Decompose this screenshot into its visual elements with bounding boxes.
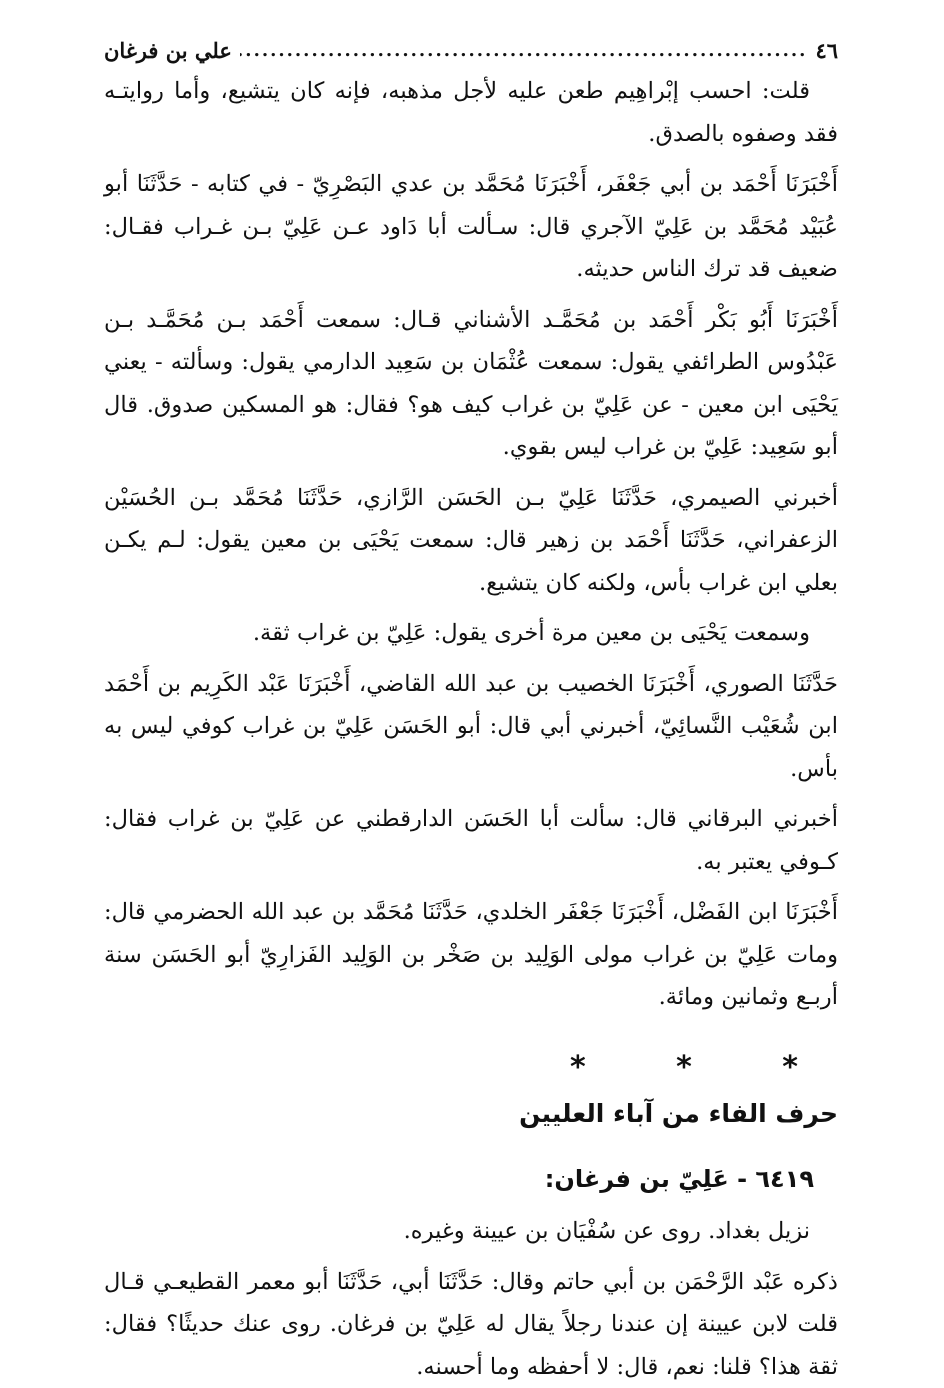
entry-heading: ٦٤١٩ - عَلِيّ بن فرغان: [104, 1158, 814, 1201]
header-leader-dots [240, 40, 808, 61]
paragraph: أَخْبَرَنَا أَحْمَد بن أبي جَعْفَر، أَخْبَرَنَا مُحَمَّد بن عدي البَصْرِيّ - في كتابه - حَدَّثَنَا أبو عُبَيْد مُحَمَّد بن عَلِيّ الآجري قال: سـألت أبا دَاود عـن عَلِيّ بـن غـراب فقـال: ضعيف قد ترك الناس حديثه. [104, 163, 838, 291]
page-number: ٤٦ [815, 38, 838, 63]
paragraph: أخبرني الصيمري، حَدَّثَنَا عَلِيّ بـن الحَسَن الرَّازي، حَدَّثَنَا مُحَمَّد بـن الحُسَيْن الزعفراني، حَدَّثَنَا أَحْمَد بن زهير قال: سمعت يَحْيَى بن معين يقول: لـم يكـن بعلي ابن غراب بأس، ولكنه كان يتشيع. [104, 477, 838, 605]
paragraph: أَخْبَرَنَا أَبُو بَكْر أَحْمَد بن مُحَمَّـد الأشناني قـال: سمعت أَحْمَد بـن مُحَمَّـد بـن عَبْدُوس الطرائفي يقول: سمعت عُثْمَان بن سَعِيد الدارمي يقول: وسألته - يعني يَحْيَى ابن معين - عن عَلِيّ بن غراب كيف هو؟ فقال: هو المسكين صدوق. قال أبو سَعِيد: عَلِيّ بن غراب ليس بقوي. [104, 299, 838, 469]
section-title: حرف الفاء من آباء العليين [104, 1093, 838, 1136]
paragraph: نزيل بغداد. روى عن سُفْيَان بن عيينة وغيره. [104, 1210, 838, 1253]
paragraph: أَخْبَرَنَا ابن الفَضْل، أَخْبَرَنَا جَعْفَر الخلدي، حَدَّثَنَا مُحَمَّد بن عبد الله الحضرمي قال: ومات عَلِيّ بن غراب مولى الوَلِيد بن صَخْر بن الوَلِيد الفَزارِيّ أبو الحَسَن سنة أربـع وثمانين ومائة. [104, 891, 838, 1019]
paragraph: قلت: احسب إبْراهِيم طعن عليه لأجل مذهبه، فإنه كان يتشيع، وأما روايتـه فقد وصفوه بالصدق. [104, 70, 838, 155]
paragraph: حَدَّثَنَا الصوري، أَخْبَرَنَا الخصيب بن عبد الله القاضي، أَخْبَرَنَا عَبْد الكَرِيم بن أَحْمَد ابن شُعَيْب النَّسائِيّ، أخبرني أبي قال: أبو الحَسَن عَلِيّ بن غراب كوفي ليس به بأس. [104, 663, 838, 791]
main-text [104, 70, 838, 1388]
paragraph: وسمعت يَحْيَى بن معين مرة أخرى يقول: عَلِيّ بن غراب ثقة. [104, 612, 838, 655]
section-separator: * * * [104, 1047, 838, 1090]
paragraph: أخبرني البرقاني قال: سألت أبا الحَسَن الدارقطني عن عَلِيّ بن غراب فقال: كـوفي يعتبر به. [104, 798, 838, 883]
running-title: علي بن فرغان [104, 38, 232, 63]
paragraph: ذكره عَبْد الرَّحْمَن بن أبي حاتم وقال: حَدَّثَنَا أبي، حَدَّثَنَا أبو معمر القطيعـي قـال قلت لابن عيينة إن عندنا رجلاً يقال له عَلِيّ بن فرغان. روى عنك حديثًا؟ فقال: ثقة هذا؟ قلنا: نعم، قال: لا أحفظه وما أحسنه. [104, 1261, 838, 1388]
page-header [104, 30, 838, 70]
